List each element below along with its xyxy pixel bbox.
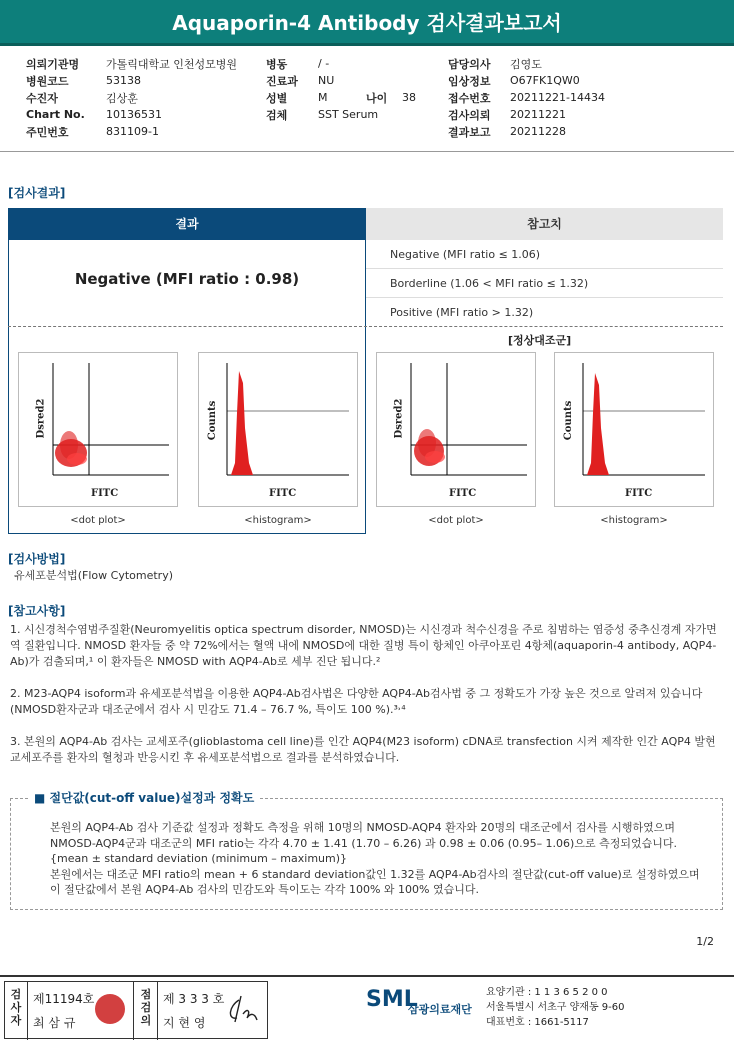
value-specimen: SST Serum <box>318 108 379 121</box>
inspector-name: 지 현 영 <box>163 1016 206 1030</box>
hist-y-label: Counts <box>563 400 575 441</box>
label-patient: 수진자 <box>26 91 58 105</box>
tester-id: 제11194호 <box>33 992 95 1006</box>
cutoff-paragraph: 본원에서는 대조군 MFI ratio의 mean + 6 standard deviation값인 1.32를 AQP4-Ab검사의 절단값(cut-off value)로 설정하였으며 이 절단값에서 본원 AQP4-Ab 검사의 민감도와 특이도는 각각 100% 와 100% 였습니다. <box>50 867 700 896</box>
reference-header: 참고치 <box>366 208 723 240</box>
signature-mark <box>221 992 265 1028</box>
label-request-date: 검사의뢰 <box>448 108 491 122</box>
histogram-caption: <histogram> <box>244 515 312 526</box>
label-age: 나이 <box>366 91 388 105</box>
divider <box>366 297 723 298</box>
section-result-title: [검사결과] <box>8 186 66 200</box>
label-ward: 병동 <box>266 57 288 71</box>
tester-name: 최 삼 규 <box>33 1016 76 1030</box>
label-department: 진료과 <box>266 74 298 88</box>
value-department: NU <box>318 74 335 87</box>
value-resident-no: 831109-1 <box>106 125 159 138</box>
value-patient: 김상훈 <box>106 91 138 105</box>
value-request-date: 20211221 <box>510 108 566 121</box>
lab-code: 요양기관 : 1 1 3 6 5 2 0 0 <box>486 987 608 998</box>
reference-negative: Negative (MFI ratio ≤ 1.06) <box>390 248 541 261</box>
hist-x-label: FITC <box>625 488 653 499</box>
lab-name: 삼광의료재단 <box>408 1003 472 1016</box>
patient-histogram <box>198 352 358 507</box>
section-reference-title: [참고사항] <box>8 604 66 618</box>
value-age: 38 <box>402 91 416 104</box>
dot-x-label: FITC <box>449 488 477 499</box>
info-row <box>26 55 716 72</box>
divider <box>366 268 723 269</box>
cutoff-paragraph: 본원의 AQP4-Ab 검사 기준값 설정과 정확도 측정을 위해 10명의 NMOSD-AQP4 환자와 20명의 대조군에서 검사를 시행하였으며 NMOSD-AQP4군과 대조군의 MFI ratio는 각각 4.70 ± 1.41 (1.70 – 6.26) 과 0.98 ± 0.06 (0.95– 1.06)으로 측정되었습니다. {mean ± standard deviation (minimum – maximum)} <box>50 821 677 865</box>
section-method-title: [검사방법] <box>8 552 66 566</box>
reference-borderline: Borderline (1.06 < MFI ratio ≤ 1.32) <box>390 277 589 290</box>
patient-info <box>26 55 716 140</box>
label-clinical-info: 임상정보 <box>448 74 491 88</box>
info-row <box>26 72 716 89</box>
reference-positive: Positive (MFI ratio > 1.32) <box>390 306 534 319</box>
divider <box>8 326 723 327</box>
cutoff-title: ■ 절단값(cut-off value)설정과 정확도 <box>28 789 260 806</box>
footer <box>0 975 734 1042</box>
divider <box>27 982 28 1040</box>
dot-x-label: FITC <box>91 488 119 499</box>
role-tester: 검사자 <box>10 988 22 1027</box>
hist-x-label: FITC <box>269 488 297 499</box>
value-report-date: 20211228 <box>510 125 566 138</box>
lab-logo: SML <box>366 987 418 1012</box>
signature-box <box>4 981 268 1039</box>
label-hospital-code: 병원코드 <box>26 74 69 88</box>
result-header: 결과 <box>8 208 366 240</box>
lab-address: 서울특별시 서초구 양재동 9-60 <box>486 1002 625 1013</box>
divider <box>0 151 734 152</box>
inspector-id: 제 3 3 3 호 <box>163 992 225 1006</box>
dot-plot-caption: <dot plot> <box>428 515 484 526</box>
value-ward: / - <box>318 57 330 70</box>
note-1: 1. 시신경척수염범주질환(Neuromyelitis optica spectrum disorder, NMOSD)는 시신경과 척수신경을 주로 침범하는 염증성 중추신경계 자가면역 질환입니다. NMOSD 환자들 중 약 72%에서는 혈액 내에 NMOSD에 대한 질병 특이 항체인 아쿠아포린 4항체(aquaporin-4 antibody, AQP4-Ab)가 검출되며,¹ 이 환자들은 NMOSD with AQP4-Ab로 세부 진단 됩니다.² <box>10 623 717 668</box>
role-inspector: 점검의 <box>140 988 152 1027</box>
dot-y-label: Dsred2 <box>35 398 47 439</box>
value-chart-no: 10136531 <box>106 108 162 121</box>
report-title: Aquaporin-4 Antibody 검사결과보고서 <box>0 0 734 46</box>
control-dot-plot <box>376 352 536 507</box>
label-specimen: 검체 <box>266 108 288 122</box>
value-doctor: 김영도 <box>510 57 542 71</box>
dot-y-label: Dsred2 <box>393 398 405 439</box>
value-clinical-info: O67FK1QW0 <box>510 74 580 87</box>
label-resident-no: 주민번호 <box>26 125 69 139</box>
histogram-caption: <histogram> <box>600 515 668 526</box>
label-chart-no: Chart No. <box>26 108 85 121</box>
result-value: Negative (MFI ratio : 0.98) <box>74 270 300 288</box>
label-report-date: 결과보고 <box>448 125 491 139</box>
dot-plot-caption: <dot plot> <box>70 515 126 526</box>
label-receipt-no: 접수번호 <box>448 91 491 105</box>
value-sex: M <box>318 91 328 104</box>
divider <box>133 982 134 1040</box>
result-panel <box>8 208 723 534</box>
info-row <box>26 89 716 106</box>
seal-stamp <box>95 994 125 1024</box>
value-receipt-no: 20211221-14434 <box>510 91 605 104</box>
lab-info <box>486 985 625 1030</box>
lab-phone: 대표번호 : 1661-5117 <box>486 1017 589 1028</box>
control-histogram <box>554 352 714 507</box>
patient-dot-plot <box>18 352 178 507</box>
divider <box>157 982 158 1040</box>
page-number: 1/2 <box>696 935 714 948</box>
value-hospital-code: 53138 <box>106 74 141 87</box>
hist-y-label: Counts <box>207 400 219 441</box>
value-institution: 가톨릭대학교 인천성모병원 <box>106 57 238 71</box>
label-doctor: 담당의사 <box>448 57 491 71</box>
normal-control-label: [정상대조군] <box>508 334 572 347</box>
note-2: 2. M23-AQP4 isoform과 유세포분석법을 이용한 AQP4-Ab검사법은 다양한 AQP4-Ab검사법 중 그 정확도가 가장 높은 것으로 알려져 있습니다(NMOSD환자군과 대조군에서 검사 시 민감도 71.4 – 76.7 %, 특이도 100 %).³˒⁴ <box>10 687 703 716</box>
note-3: 3. 본원의 AQP4-Ab 검사는 교세포주(glioblastoma cell line)를 인간 AQP4(M23 isoform) cDNA로 transfection 시켜 제작한 인간 AQP4 발현 교세포주를 환자의 혈청과 반응시킨 후 유세포분석법으로 결과를 분석하였습니다. <box>10 735 716 764</box>
info-row <box>26 106 716 123</box>
method-text: 유세포분석법(Flow Cytometry) <box>14 569 174 582</box>
cutoff-text <box>50 820 710 898</box>
label-institution: 의뢰기관명 <box>26 57 80 71</box>
info-row <box>26 123 716 140</box>
label-sex: 성별 <box>266 91 288 105</box>
